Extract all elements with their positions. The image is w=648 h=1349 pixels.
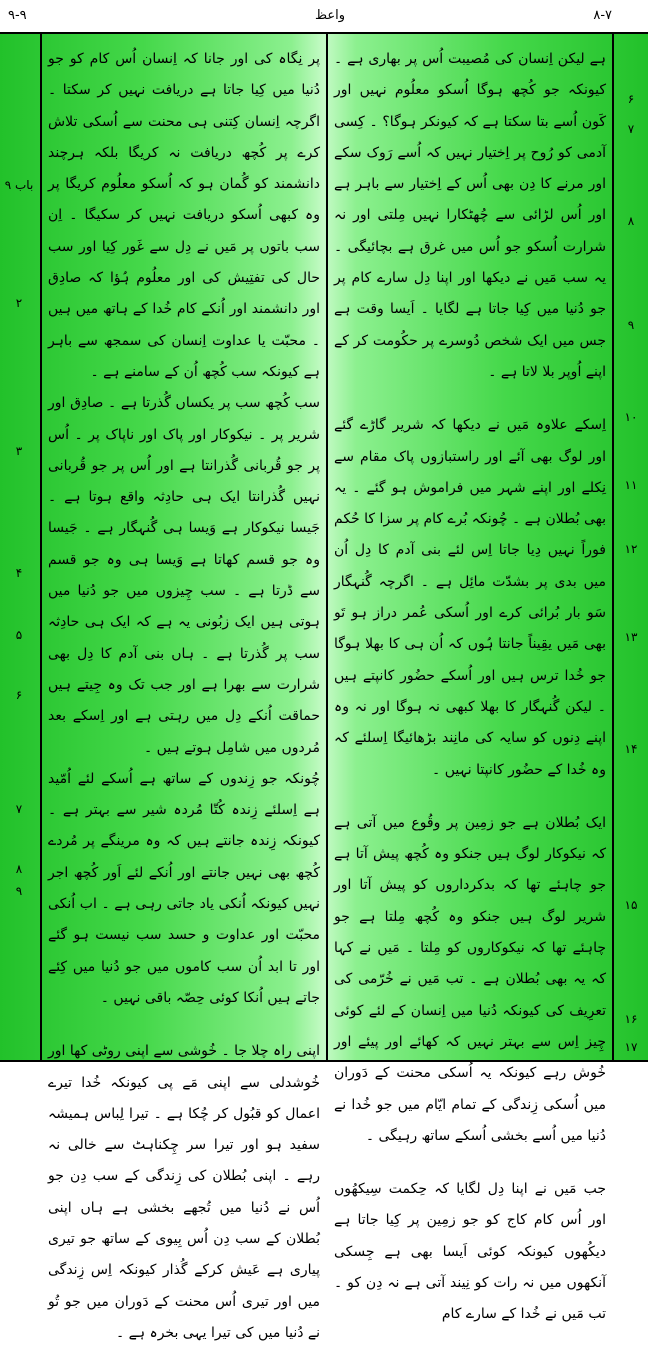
verse-number: ۷ <box>15 802 23 816</box>
verse-number: ۵ <box>15 628 23 642</box>
column-divider-right <box>612 32 614 1062</box>
verse-number: ۹ <box>15 884 23 898</box>
chapter-marker: ۹ باب <box>4 178 34 192</box>
paragraph: ایک بُطلان ہے جو زمِین پر وقُوع میں آتی ہے کہ نیکوکار لوگ ہیں جنکو وہ کُچھ پیش آتا ہے جو چاہئے تھا کہ بدکرداروں کو پیش آتا اور شریر لوگ ہیں جنکو وہ کُچھ مِلتا ہے جو چاہئے تھا کہ نیکوکاروں کو مِلتا ۔ مَیں نے کہا کہ یہ بھی بُطلان ہے ۔ تب مَیں نے خُرّمی کی تعرِیف کی کیونکہ دُنیا میں اِنسان کے لئے کوئی چِیز اِس سے بہتر نہیں کہ کھائے اور پیئے اور خُوش رہے کیونکہ یہ اُسکی محنت کے دَوران میں اُسکی زِندگی کے تمام ایّام میں جو خُدا نے دُنیا میں اُسے بخشی اُسکے ساتھ رہیگی ۔ <box>334 814 606 1144</box>
verse-number: ۱۶ <box>624 1012 638 1026</box>
header-chapter-range-left: ۹-۹ <box>8 8 27 23</box>
verse-number: ۸ <box>627 214 635 228</box>
verse-number: ۶ <box>15 688 23 702</box>
column-divider-center <box>326 32 328 1062</box>
paragraph: اِسکے علاوہ مَیں نے دیکھا کہ شریر گاڑے گئے اور لوگ بھی آئے اور راستبازوں پاک مقام سے نِکلے اور اپنے شہر میں فراموش ہو گئے ۔ یہ بھی بُطلان ہے ۔ چُونکہ بُرے کام پر سزا کا حُکم فوراً نہیں دِیا جاتا اِس لئے بنی آدم کا دِل اُن میں بدی پر بشدّت مائِل ہے ۔ اگرچہ گُنہگار سَو بار بُرائی کرے اور اُسکی عُمر دراز ہو تَو بھی مَیں یقِیناً جانتا ہُوں کہ اُن ہی کا بھلا ہوگا جو خُدا ترس ہیں اور اُسکے حضُور کانپتے ہیں ۔ لیکن گُنہگار کا بھلا کبھی نہ ہوگا اور نہ وہ اپنے دِنوں کو سایہ کی مانِند بڑھائیگا اِسلئے کہ وہ خُدا کے حضُور کانپتا نہیں ۔ <box>334 417 606 778</box>
verse-number: ۴ <box>15 566 23 580</box>
verse-number: ۱۴ <box>624 742 638 756</box>
paragraph: چُونکہ جو زِندوں کے ساتھ ہے اُسکے لئے اُمّید ہے اِسلئے زِندہ کُتّا مُردہ شیر سے بہتر ہے ۔ کیونکہ زِندہ جانتے ہیں کہ وہ مرینگے پر مُردے کُچھ بھی نہیں جانتے اور اُنکے لئے اَور کُچھ اجر نہیں کیونکہ اُنکی یاد جاتی رہی ہے ۔ اب اُنکی محبّت اور عداوت و حسد سب نیست ہو گئے اور تا ابد اُن سب کاموں میں جو دُنیا میں کِئے جاتے ہیں اُنکا کوئی حِصّہ باقی نہیں ۔ <box>48 770 320 1006</box>
verse-number: ۲ <box>15 296 23 310</box>
verse-number: ۳ <box>15 444 23 458</box>
verse-number: ۱۳ <box>624 630 638 644</box>
header-book-title: واعظ <box>315 8 345 23</box>
verse-number: ۱۵ <box>624 898 638 912</box>
verse-number: ۱۲ <box>624 542 638 556</box>
text-column-right <box>334 44 606 1331</box>
column-divider-left <box>40 32 42 1062</box>
verse-number: ۱۷ <box>624 1040 638 1054</box>
verse-number: ۹ <box>627 318 635 332</box>
paragraph: اپنی راہ چلا جا ۔ خُوشی سے اپنی روٹی کھا اور خُوشدلی سے اپنی مَے پی کیونکہ خُدا تیرے اعمال کو قبُول کر چُکا ہے ۔ تیرا لِباس ہمیشہ سفید ہو اور تیرا سر چِکناہٹ سے خالی نہ رہے ۔ اپنی بُطلان کی زِندگی کے سب دِن جو اُس نے دُنیا میں تُجھے بخشی ہے ہاں اپنی بُطلان کے سب دِن اُس بِیوی کے ساتھ جو تیری پیاری ہے عَیش کرکے گُذار کیونکہ اِس زِندگی میں اور تیری اُس محنت کے دَوران میں جو تُو نے دُنیا میں کی تیرا یہی بخرہ ہے ۔ <box>48 1043 320 1341</box>
paragraph: سب کُچھ سب پر یکساں گُذرتا ہے ۔ صادِق اور شریر پر ۔ نیکوکار اور پاک اور ناپاک پر ۔ اُس پر جو قُربانی گُذرانتا ہے اور اُس پر جو قُربانی نہیں گُذرانتا ایک ہی حادِثہ واقع ہوتا ہے ۔ جَیسا نیکوکار ہے وَیسا ہی گُنہگار ہے ۔ جَیسا وہ جو قسم کھاتا ہے وَیسا ہی وہ جو قسم سے ڈرتا ہے ۔ سب چِیزوں میں جو دُنیا میں ہوتی ہیں ایک زبُونی یہ ہے کہ ایک ہی حادِثہ سب پر گُذرتا ہے ۔ ہاں بنی آدم کا دِل بھی شرارت سے بھرا ہے اور جب تک وہ جِیتے ہیں حماقت اُنکے دِل میں رہتی ہے اور اِسکے بعد مُردوں میں شامِل ہوتے ہیں ۔ <box>48 395 320 756</box>
verse-number: ۷ <box>627 122 635 136</box>
paragraph: پر نِگاہ کی اور جانا کہ اِنسان اُس کام کو جو دُنیا میں کِیا جاتا ہے دریافت نہیں کر سکتا ۔ اگرچہ اِنسان کِتنی ہی محنت سے اُسکی تلاش کرے پر کُچھ دریافت نہ کریگا بلکہ ہرچند دانشمند کو گُمان ہو کہ اُسکو معلُوم کریگا پر وہ کبھی اُسکو دریافت نہیں کر سکیگا ۔ اِن سب باتوں پر مَیں نے دِل سے غَور کِیا اور سب حال کی تفتِیش کی اور معلُوم ہُؤا کہ صادِق اور دانشمند اور اُنکے کام خُدا کے ہاتھ میں ہیں ۔ محبّت یا عداوت اِنسان کی سمجھ سے باہر ہے کیونکہ سب کُچھ اُن کے سامنے ہے ۔ <box>48 51 320 380</box>
header-chapter-range-right: ۸-۷ <box>593 8 612 23</box>
page-header <box>0 0 648 34</box>
verse-number: ۱۰ <box>624 410 638 424</box>
verse-number: ۸ <box>15 862 23 876</box>
verse-number: ۱۱ <box>624 478 638 492</box>
paragraph: ہے لیکن اِنسان کی مُصیبت اُس پر بھاری ہے ۔ کیونکہ جو کُچھ ہوگا اُسکو معلُوم نہیں اور کَون اُسے بتا سکتا ہے کہ کیونکر ہوگا؟ ۔ کِسی آدمی کو رُوح پر اِختیار نہیں کہ اُسے رَوک سکے اور مرنے کا دِن بھی اُس کے اِختیار سے باہر ہے اور اُس لڑائی سے چُھٹکارا نہیں مِلتی اور نہ شرارت اُسکو جو اُس میں غرق ہے بچائیگی ۔ یہ سب مَیں نے دیکھا اور اپنا دِل سارے کام پر جو دُنیا میں کِیا جاتا ہے لگایا ۔ اَیسا وقت ہے جس میں ایک شخص دُوسرے پر حکُومت کر کے اپنے اُوپر بلا لاتا ہے ۔ <box>334 51 606 380</box>
verse-number: ۶ <box>627 92 635 106</box>
text-column-left <box>48 44 320 1349</box>
paragraph: جب مَیں نے اپنا دِل لگایا کہ حِکمت سِیکھُوں اور اُس کام کاج کو جو زمِین پر کِیا جاتا ہے دیکُھوں کیونکہ کوئی اَیسا بھی ہے جِسکی آنکھوں میں نہ رات کو نِیند آتی ہے نہ دِن کو ۔ تب مَیں نے خُدا کے سارے کام <box>334 1181 606 1323</box>
